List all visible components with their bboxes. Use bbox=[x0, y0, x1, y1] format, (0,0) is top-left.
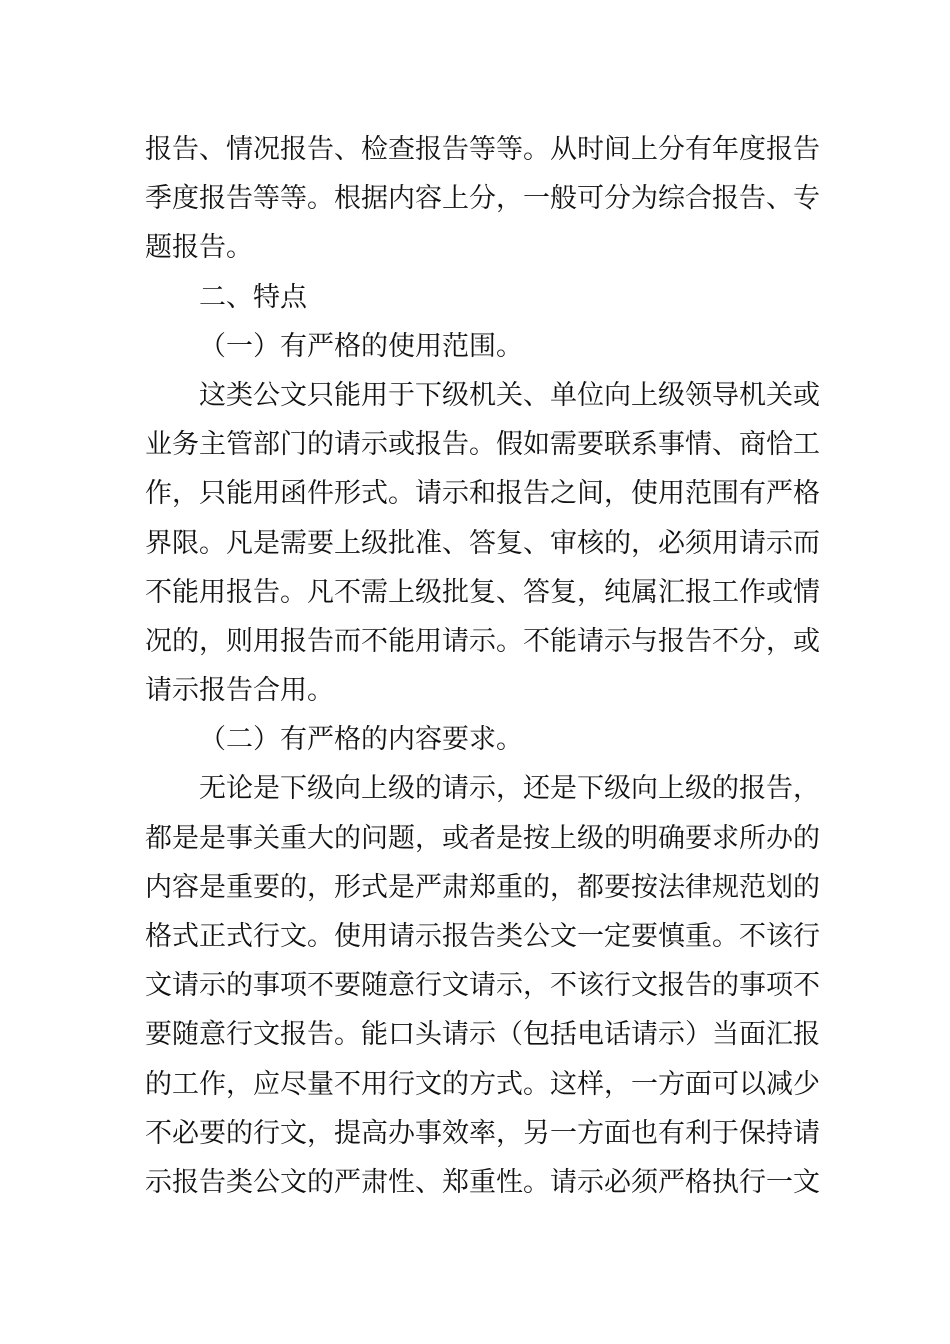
text-line: 况的，则用报告而不能用请示。不能请示与报告不分，或 bbox=[145, 625, 820, 657]
paragraph-first-line: 无论是下级向上级的请示，还是下级向上级的报告， bbox=[199, 773, 820, 805]
text-line: 题报告。 bbox=[145, 232, 253, 264]
text-line: 示报告类公文的严肃性、郑重性。请示必须严格执行一文 bbox=[145, 1166, 820, 1198]
text-line: 要随意行文报告。能口头请示（包括电话请示）当面汇报 bbox=[145, 1019, 820, 1051]
subsection-heading: （二）有严格的内容要求。 bbox=[199, 724, 523, 756]
text-line: 不必要的行文，提高办事效率，另一方面也有利于保持请 bbox=[145, 1117, 820, 1149]
text-line: 文请示的事项不要随意行文请示，不该行文报告的事项不 bbox=[145, 970, 820, 1002]
text-line: 内容是重要的，形式是严肃郑重的，都要按法律规范划的 bbox=[145, 871, 820, 903]
paragraph-first-line: 这类公文只能用于下级机关、单位向上级领导机关或 bbox=[199, 379, 820, 411]
text-line: 业务主管部门的请示或报告。假如需要联系事情、商恰工 bbox=[145, 429, 820, 461]
text-line: 的工作，应尽量不用行文的方式。这样，一方面可以减少 bbox=[145, 1068, 820, 1100]
document-body bbox=[145, 125, 820, 1207]
text-line: 都是是事关重大的问题，或者是按上级的明确要求所办的 bbox=[145, 822, 820, 854]
text-line: 作，只能用函件形式。请示和报告之间，使用范围有严格 bbox=[145, 478, 820, 510]
subsection-heading: （一）有严格的使用范围。 bbox=[199, 330, 523, 362]
section-heading: 二、特点 bbox=[199, 281, 307, 313]
text-line: 不能用报告。凡不需上级批复、答复，纯属汇报工作或情 bbox=[145, 576, 820, 608]
text-line: 格式正式行文。使用请示报告类公文一定要慎重。不该行 bbox=[145, 921, 820, 952]
text-line: 季度报告等等。根据内容上分，一般可分为综合报告、专 bbox=[145, 183, 820, 215]
text-line: 报告、情况报告、检查报告等等。从时间上分有年度报告 bbox=[145, 134, 820, 165]
text-line: 界限。凡是需要上级批准、答复、审核的，必须用请示而 bbox=[145, 527, 820, 559]
text-line: 请示报告合用。 bbox=[145, 675, 334, 707]
